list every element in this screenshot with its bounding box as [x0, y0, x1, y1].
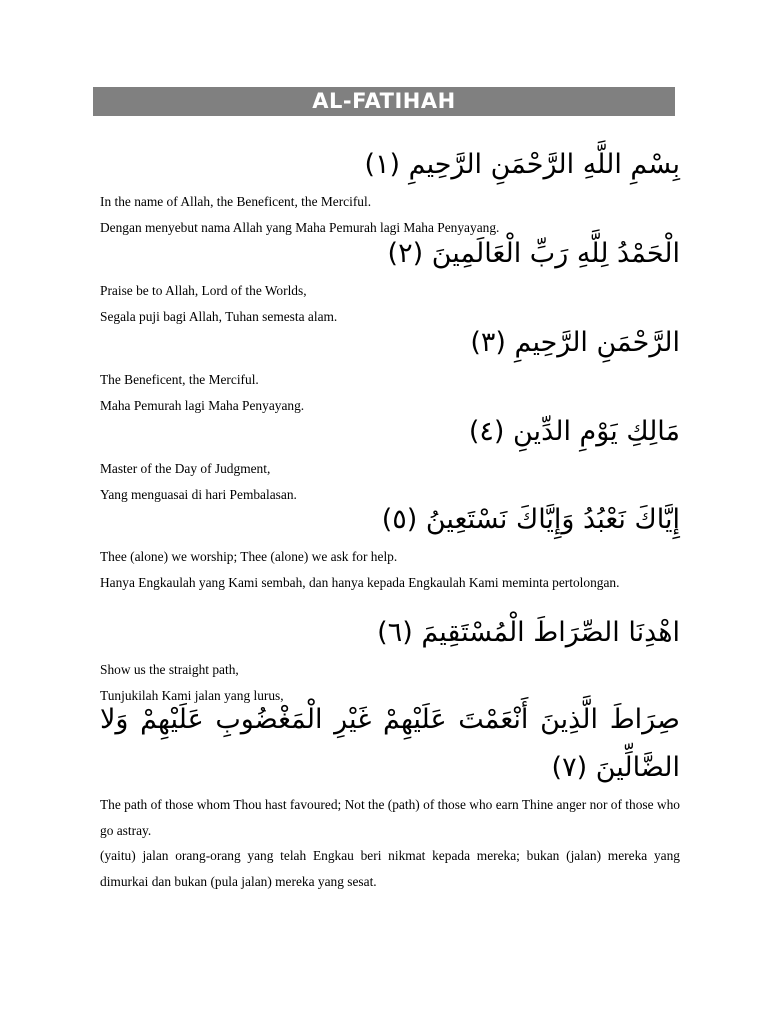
verse-2-indonesian: Segala puji bagi Allah, Tuhan semesta alam. [100, 308, 338, 324]
verse-5-arabic: إِيَّاكَ نَعْبُدُ وَإِيَّاكَ نَسْتَعِينُ (٥) [381, 504, 680, 535]
verse-3-english: The Beneficent, the Merciful. [100, 372, 259, 387]
verse-4-arabic: مَالِكِ يَوْمِ الدِّينِ (٤) [468, 416, 680, 447]
verse-2 [100, 230, 680, 329]
verse-1-arabic: بِسْمِ اللَّهِ الرَّحْمَنِ الرَّحِيمِ (١) [364, 149, 680, 180]
verse-6-indonesian: Tunjukilah Kami jalan yang lurus, [100, 687, 284, 703]
verse-6 [100, 609, 680, 708]
page-title: AL-FATIHAH [93, 87, 675, 116]
verse-3 [100, 319, 680, 418]
verse-1-indonesian: Dengan menyebut nama Allah yang Maha Pemurah lagi Maha Penyayang. [100, 219, 500, 235]
verse-7 [100, 696, 680, 894]
verse-1 [100, 141, 680, 240]
verse-4 [100, 408, 680, 507]
verse-4-english: Master of the Day of Judgment, [100, 461, 271, 476]
verse-6-english: Show us the straight path, [100, 662, 239, 677]
verse-1-english: In the name of Allah, the Beneficent, the Merciful. [100, 194, 372, 209]
verse-2-arabic: الْحَمْدُ لِلَّهِ رَبِّ الْعَالَمِينَ (٢) [387, 238, 680, 269]
verse-3-arabic: الرَّحْمَنِ الرَّحِيمِ (٣) [470, 327, 680, 358]
verse-5-indonesian: Hanya Engkaulah yang Kami sembah, dan hanya kepada Engkaulah Kami meminta pertolongan. [100, 574, 620, 590]
verse-7-indonesian: (yaitu) jalan orang-orang yang telah Engkau beri nikmat kepada mereka; bukan (jalan) mereka yang dimurkai dan bukan (pula jalan) mereka yang sesat. [100, 848, 680, 889]
verse-6-arabic: اهْدِنَا الصِّرَاطَ الْمُسْتَقِيمَ (٦) [377, 617, 680, 648]
verse-7-arabic: صِرَاطَ الَّذِينَ أَنْعَمْتَ عَلَيْهِمْ غَيْرِ الْمَغْضُوبِ عَلَيْهِمْ وَلا الضَّالِّينَ (٧) [100, 704, 680, 783]
verse-5 [100, 496, 680, 595]
verse-7-english: The path of those whom Thou hast favoured; Not the (path) of those who earn Thine anger nor of those who go astray. [100, 797, 680, 838]
verse-4-indonesian: Yang menguasai di hari Pembalasan. [100, 486, 297, 502]
verse-2-english: Praise be to Allah, Lord of the Worlds, [100, 283, 307, 298]
verse-3-indonesian: Maha Pemurah lagi Maha Penyayang. [100, 397, 305, 413]
verse-5-english: Thee (alone) we worship; Thee (alone) we ask for help. [100, 549, 398, 564]
